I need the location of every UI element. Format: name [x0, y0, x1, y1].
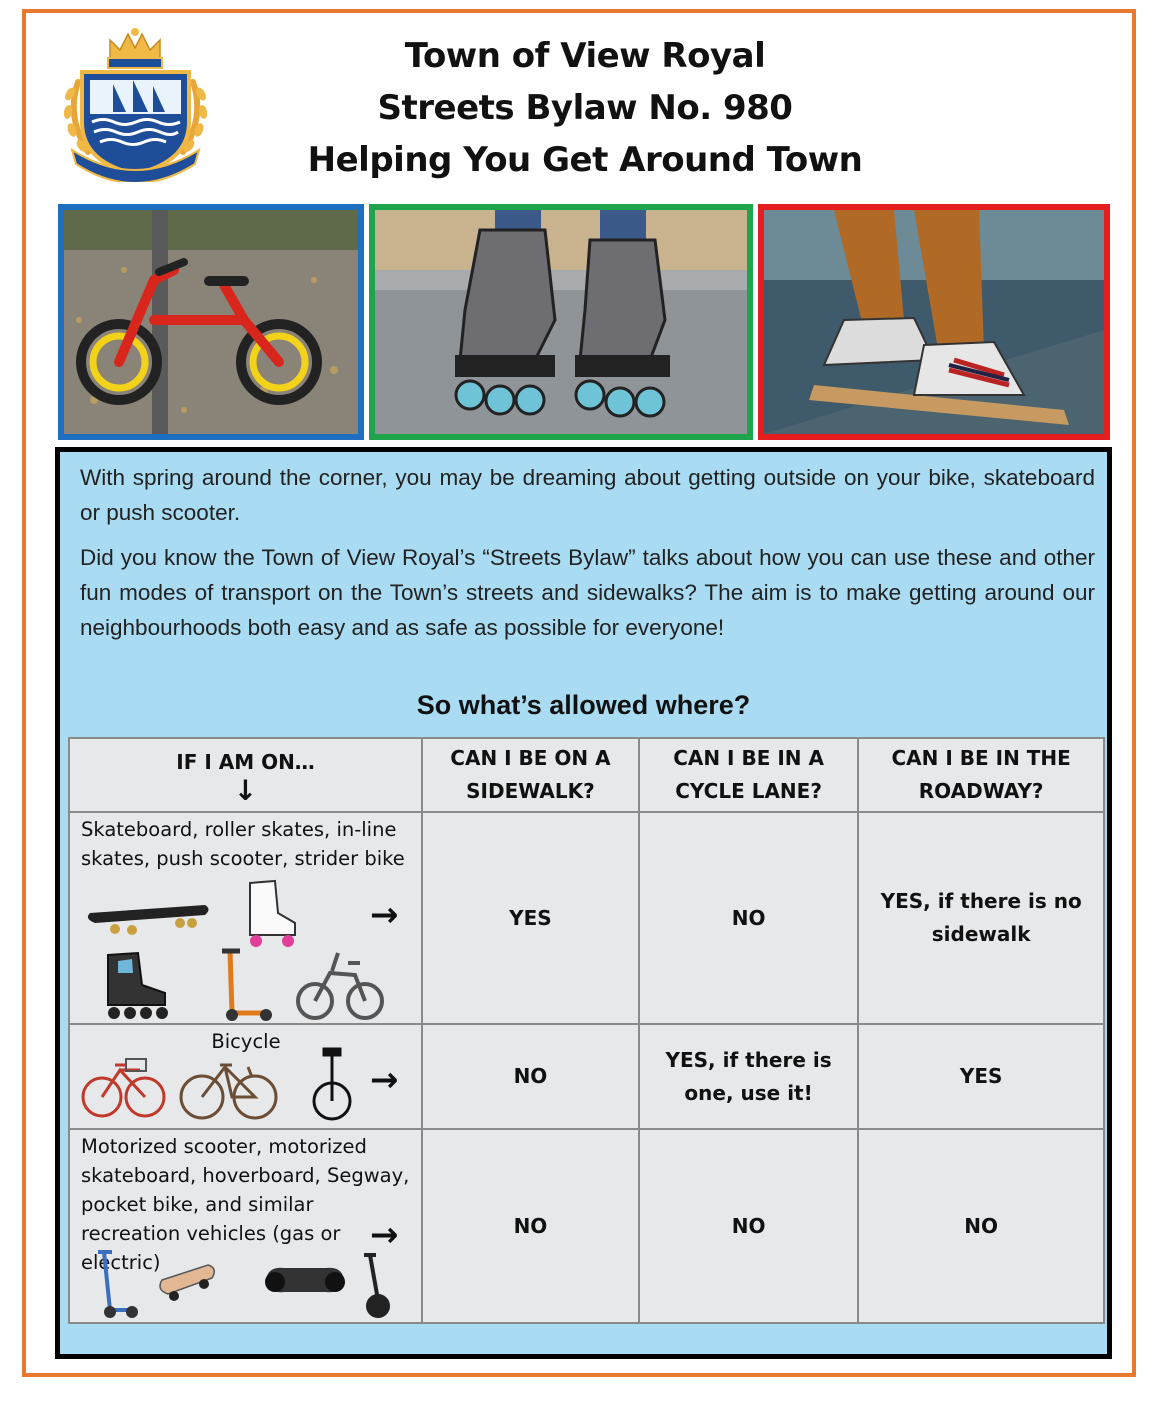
- row3-roadway: NO: [858, 1129, 1104, 1323]
- row2-cycle-lane: [639, 1024, 859, 1129]
- row2-vehicle-cell: [69, 1024, 422, 1129]
- row2-roadway: YES: [858, 1024, 1104, 1129]
- row2-cycle-lane-line2: one, use it!: [684, 1080, 813, 1105]
- photo-inline-skates: [369, 204, 753, 440]
- row1-sidewalk: YES: [422, 812, 639, 1024]
- roller-skate-icon: [250, 881, 295, 947]
- rules-table: [68, 737, 1105, 1324]
- table-row: [69, 1024, 1104, 1129]
- row1-arrow-icon: →: [370, 895, 399, 935]
- row3-arrow-icon: →: [370, 1215, 399, 1255]
- inline-skate-icon: [108, 953, 168, 1019]
- page-title: [240, 30, 930, 186]
- title-line-3: Helping You Get Around Town: [307, 140, 863, 180]
- row1-vehicle-cell: [69, 812, 422, 1024]
- segway-icon: [364, 1255, 388, 1316]
- view-royal-logo: [58, 22, 213, 182]
- row3-cycle-lane: NO: [639, 1129, 859, 1323]
- header-col2-line2: SIDEWALK?: [466, 779, 595, 803]
- table-header-row: [69, 738, 1104, 812]
- city-bicycle-icon: [83, 1059, 164, 1116]
- row2-sidewalk: NO: [422, 1024, 639, 1129]
- header-col3-line1: CAN I BE IN A: [673, 746, 824, 770]
- table-row: [69, 1129, 1104, 1323]
- hoverboard-icon: [265, 1268, 345, 1293]
- push-scooter-icon: [222, 951, 272, 1021]
- motorized-scooter-icon: [98, 1252, 138, 1318]
- title-line-2: Streets Bylaw No. 980: [377, 88, 793, 128]
- title-line-1: Town of View Royal: [404, 36, 766, 76]
- header-col4-line1: CAN I BE IN THE: [891, 746, 1071, 770]
- unicycle-icon: [314, 1049, 350, 1119]
- section-subheading: So what’s allowed where?: [416, 690, 751, 720]
- header-col3-line2: CYCLE LANE?: [675, 779, 822, 803]
- header-if-i-am-on: [69, 738, 422, 812]
- row2-label: Bicycle: [211, 1030, 281, 1053]
- header-sidewalk: [422, 738, 639, 812]
- photo-strider-bike: [58, 204, 364, 440]
- row2-cycle-lane-line1: YES, if there is: [665, 1047, 832, 1072]
- header-roadway: [858, 738, 1104, 812]
- intro-paragraph-2: Did you know the Town of View Royal’s “Streets Bylaw” talks about how you can use these and other fun modes of transport on the Town’s streets and sidewalks? The aim is to make getting around our neighbourhoods both easy and as safe as possible for everyone!: [80, 545, 1095, 640]
- intro-text: [80, 460, 1095, 655]
- header-cycle-lane: [639, 738, 859, 812]
- motorized-skateboard-icon: [160, 1265, 214, 1301]
- row1-roadway: [858, 812, 1104, 1024]
- row3-vehicle-cell: [69, 1129, 422, 1323]
- header-col4-line2: ROADWAY?: [918, 779, 1044, 803]
- row1-roadway-line2: sidewalk: [931, 922, 1031, 946]
- down-arrow-icon: ↓: [233, 773, 258, 807]
- intro-paragraph-1: With spring around the corner, you may be dreaming about getting outside on your bike, skateboard or push scooter.: [80, 465, 1095, 525]
- info-box: [55, 447, 1112, 1359]
- row1-label: Skateboard, roller skates, in-line skates, push scooter, strider bike: [81, 818, 405, 870]
- header-col2-line1: CAN I BE ON A: [450, 746, 611, 770]
- strider-bike-icon: [298, 953, 382, 1018]
- row2-arrow-icon: →: [370, 1060, 399, 1100]
- photo-skateboard-sneakers: [758, 204, 1110, 440]
- header-col1-text: IF I AM ON…: [176, 749, 315, 774]
- table-row: [69, 812, 1104, 1024]
- row3-label: Motorized scooter, motorized skateboard, hoverboard, Segway, pocket bike, and similar recreation vehicles (gas or electric): [81, 1135, 410, 1274]
- row1-roadway-line1: YES, if there is no: [880, 889, 1082, 913]
- row3-sidewalk: NO: [422, 1129, 639, 1323]
- skateboard-icon: [88, 905, 209, 935]
- row1-cycle-lane: NO: [639, 812, 859, 1024]
- road-bicycle-icon: [181, 1065, 276, 1118]
